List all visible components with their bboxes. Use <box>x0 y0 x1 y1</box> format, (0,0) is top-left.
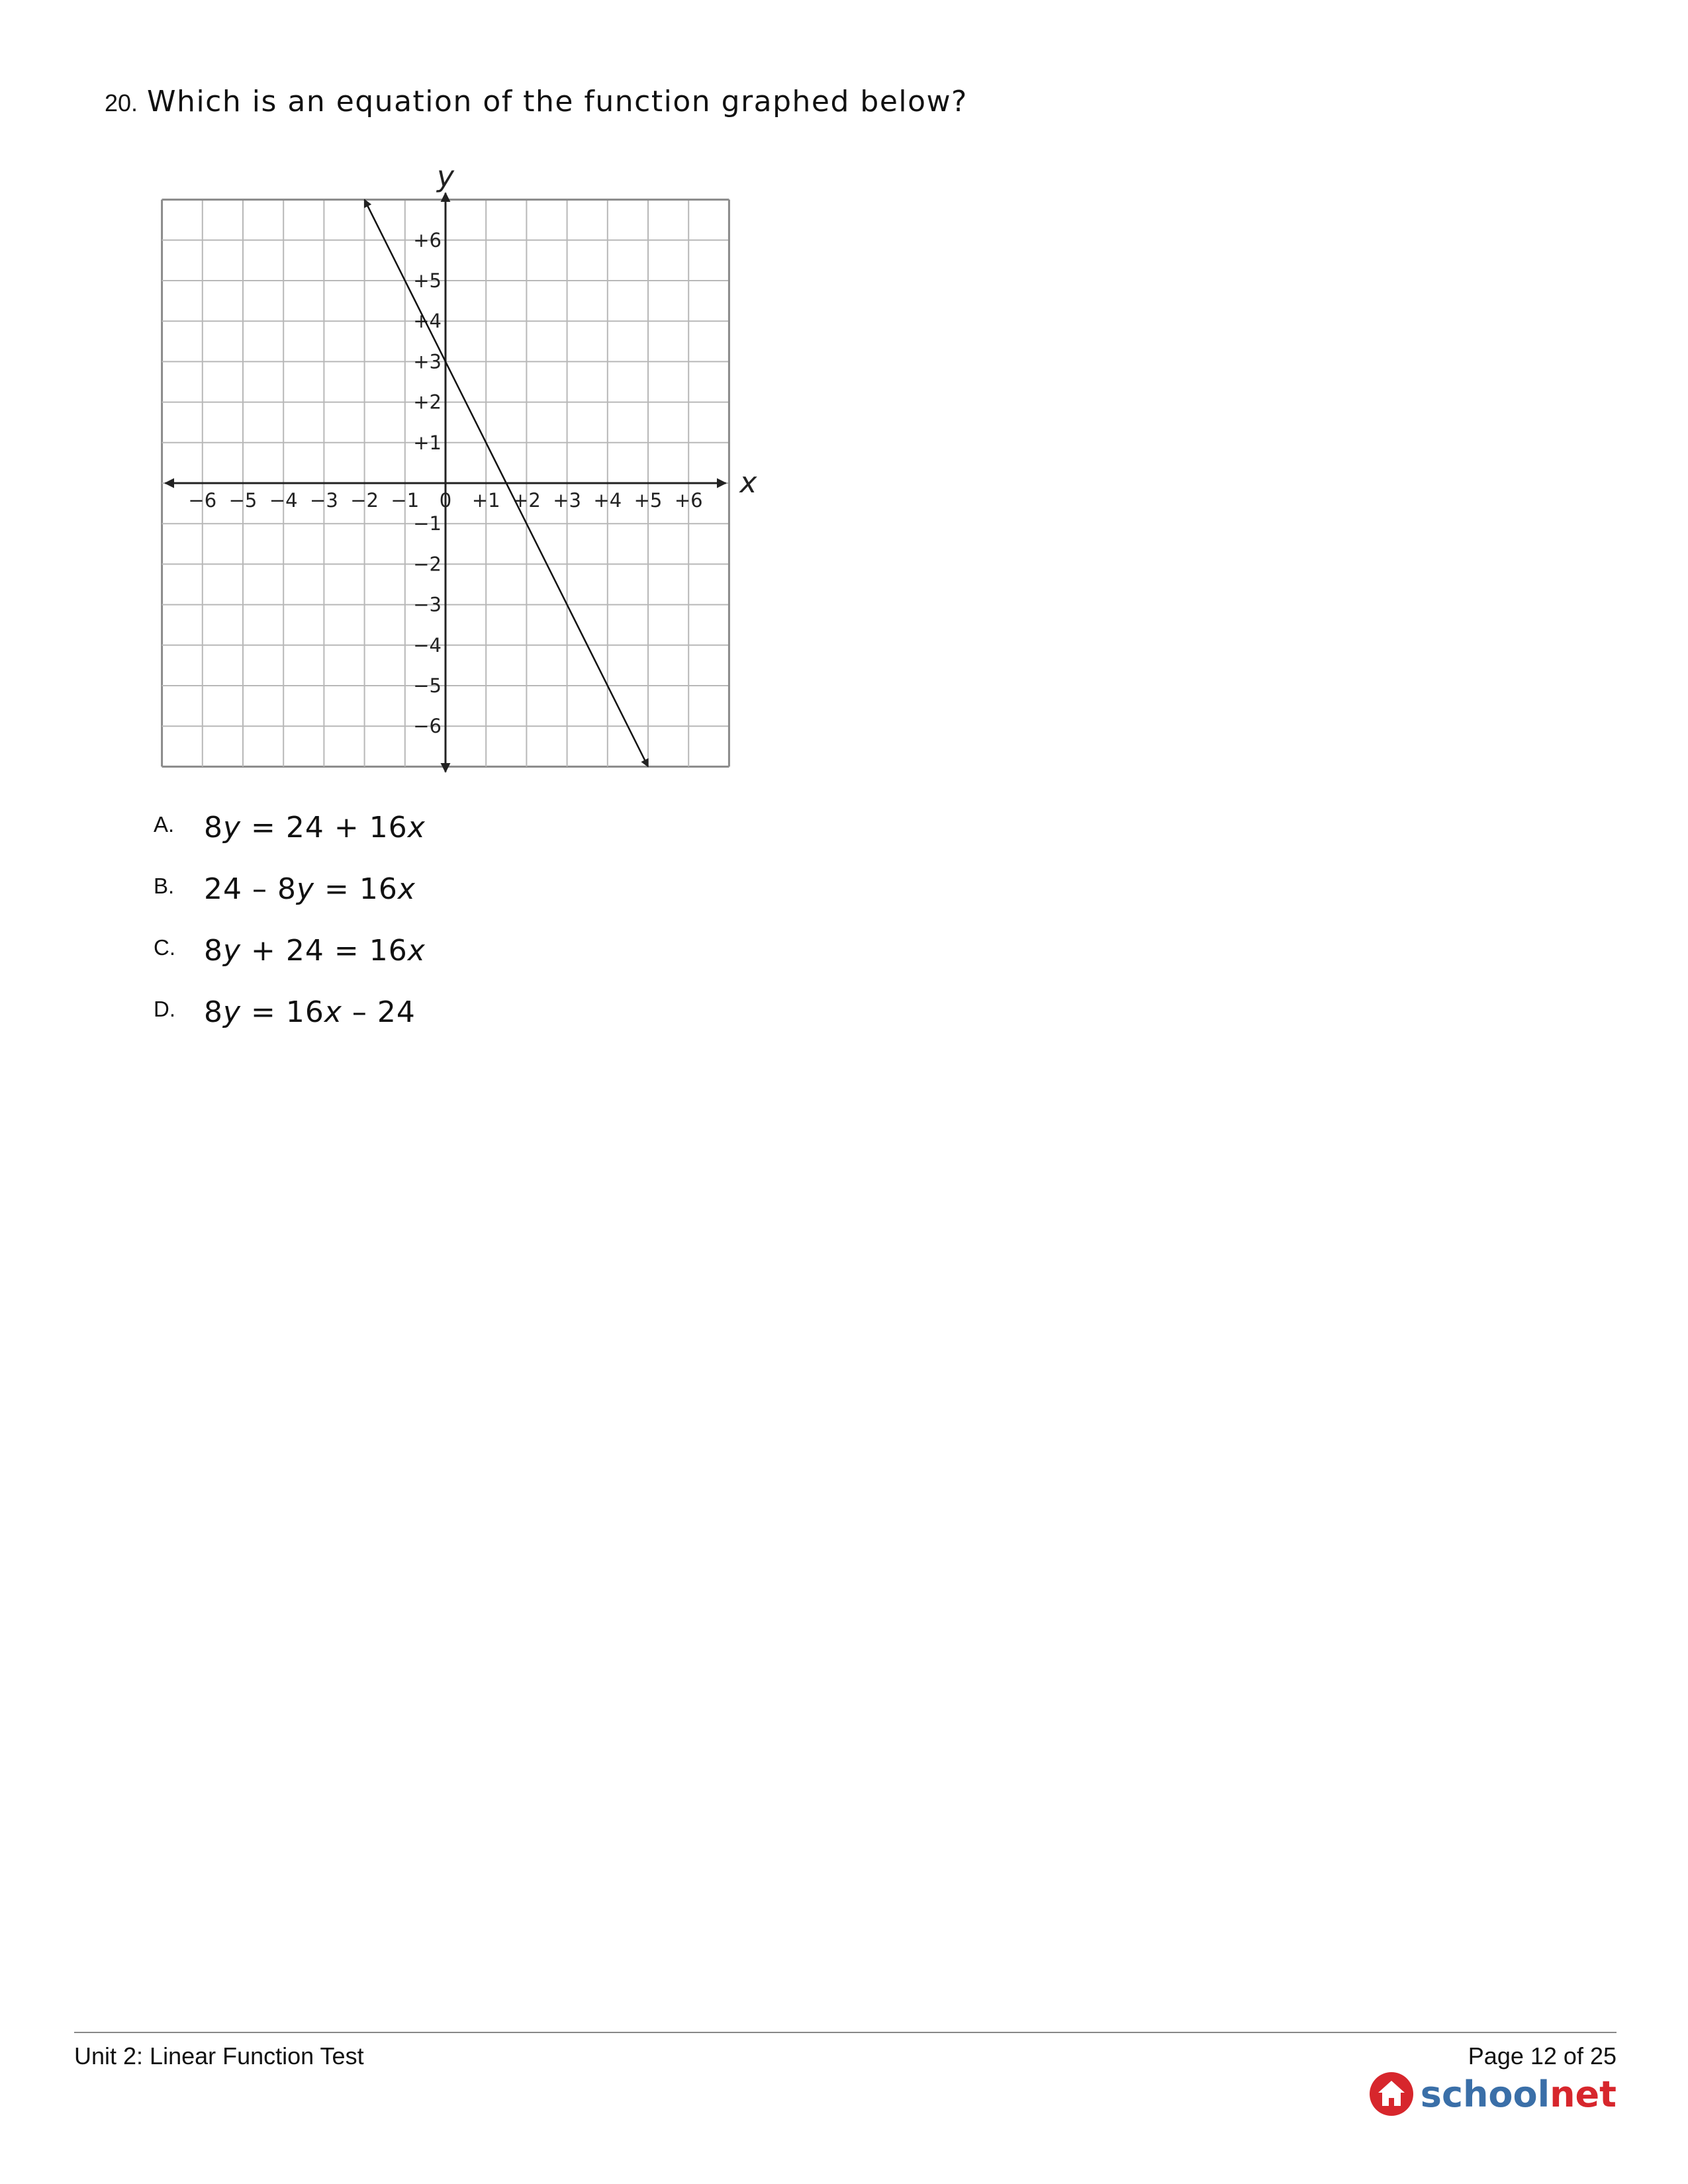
y-tick-label: −2 <box>413 553 442 576</box>
choice-letter: B. <box>154 874 175 898</box>
choice-b[interactable] <box>154 872 426 934</box>
question-text: Which is an equation of the function graphed below? <box>147 85 968 118</box>
y-tick-label: +4 <box>413 310 442 333</box>
x-tick-label: −1 <box>391 489 420 512</box>
y-tick-label: −1 <box>413 512 442 535</box>
x-tick-label: +5 <box>633 489 663 512</box>
choice-letter: C. <box>154 935 175 960</box>
y-tick-label: +1 <box>413 431 442 454</box>
y-tick-label: −5 <box>413 674 442 697</box>
brand-name: schoolnet <box>1420 2073 1617 2115</box>
y-tick-label: −3 <box>413 593 442 616</box>
choice-d[interactable] <box>154 995 426 1057</box>
x-tick-label: +4 <box>593 489 622 512</box>
footer-divider <box>74 2032 1617 2033</box>
x-tick-label: −3 <box>310 489 338 512</box>
y-tick-label: +5 <box>413 269 442 292</box>
y-axis-label: y <box>436 159 455 194</box>
schoolnet-logo <box>1368 2070 1617 2118</box>
x-tick-label: +1 <box>471 489 500 512</box>
footer-title: Unit 2: Linear Function Test <box>74 2042 364 2070</box>
question-number: 20. <box>105 89 138 116</box>
choice-c[interactable] <box>154 934 426 995</box>
x-tick-label: +6 <box>674 489 703 512</box>
x-axis-label: x <box>739 466 757 500</box>
y-tick-label: −4 <box>413 633 442 657</box>
choice-equation: 8y + 24 = 16x <box>204 934 426 968</box>
coordinate-graph <box>132 159 774 781</box>
choice-a[interactable] <box>154 811 426 872</box>
y-tick-label: +2 <box>413 390 442 414</box>
x-tick-label: 0 <box>439 489 452 512</box>
answer-choices <box>154 811 426 1057</box>
axis-labels <box>436 160 757 500</box>
x-tick-label: +2 <box>512 489 541 512</box>
page-number: Page 12 of 25 <box>1468 2042 1617 2070</box>
x-tick-label: −2 <box>350 489 379 512</box>
x-tick-label: −4 <box>269 489 298 512</box>
house-icon <box>1368 2070 1415 2118</box>
question <box>105 85 968 118</box>
y-tick-label: +3 <box>413 350 442 373</box>
x-tick-label: −5 <box>228 489 258 512</box>
y-tick-label: −6 <box>413 715 442 738</box>
choice-equation: 24 – 8y = 16x <box>204 872 416 906</box>
choice-letter: A. <box>154 812 175 837</box>
x-tick-label: −6 <box>188 489 217 512</box>
choice-equation: 8y = 24 + 16x <box>204 811 426 844</box>
choice-letter: D. <box>154 997 175 1021</box>
y-tick-label: +6 <box>413 228 442 251</box>
x-tick-label: +3 <box>553 489 581 512</box>
choice-equation: 8y = 16x – 24 <box>204 995 416 1029</box>
